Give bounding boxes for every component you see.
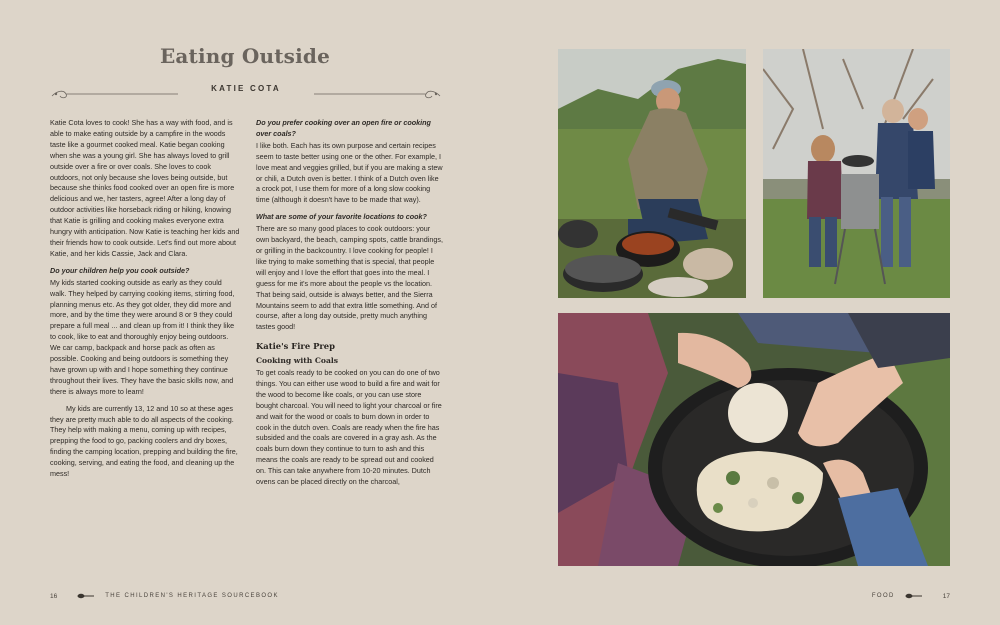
right-running-title: FOOD [871,593,895,599]
right-page-number: 17 [942,592,950,600]
right-page [500,0,1000,625]
section-heading: Katie's Fire Prep [256,341,335,352]
photo-hands-dutch-oven [558,313,950,566]
article-title: Eating Outside [159,44,331,68]
question-1: Do your children help you cook outside? [50,265,190,275]
text-column-1 [50,118,240,486]
right-footer [872,592,950,600]
answer-1-continued: My kids are currently 13, 12 and 10 so at these ages they are pretty much able to do all aspects of the cooking. They help with making a menu, coming up with recipes, prepping the food to go, packing coolers and dry boxes, finding the camping location, prepping and building the fire, cooking, serving, and eating the food, and cleaning up the mess! [50,403,238,479]
flourish-right-icon [312,88,442,100]
author-byline: KATIE COTA [211,84,281,93]
left-running-title: THE CHILDREN'S HERITAGE SOURCEBOOK [105,593,279,599]
photo-kids-at-stove [763,49,950,298]
left-page-number: 16 [50,592,58,600]
left-footer [50,592,279,600]
answer-2: I like both. Each has its own purpose and certain recipes seem to taste better using one or the other. For example, I love meat and veggies grilled, but if you are making a stew or chili, a Dutch oven is better. I think of a Dutch oven like a crock pot, I use them for more of a long slow cooking time (although it doesn't have to be made that way). [256,140,443,205]
intro-paragraph: Katie Cota loves to cook! She has a way with food, and is able to make eating outside by a campfire in the woods taste like a gourmet cooked meal. Katie began cooking when she was a young girl. She has always loved to grill outside over a fire or over coals. She loves to cook outdoors, not only because she loves being outside, but because she thinks food cooked over an open fire is more delicious and we, her tasters, agree! After a long day of outdoor activities like horseback riding or hiking, knowing that Katie is grilling and cooking makes everyone extra hungry with anticipation. Now Katie is teaching her kids and their friends how to cook outside. Let's find out more about Katie, and her kids Cassie, Jack and Clara. [50,118,240,258]
subheading: Cooking with Coals [256,356,339,366]
fire-prep-body: To get coals ready to be cooked on you can do one of two things. You can either use wood to build a fire and wait for the wood to become like coals, or you can use store bought charcoal. You will need to light your charcoal or fire and wait for the wood or coals to burn down in order to cook in the dutch oven. Coals are ready when the fire has subsided and the coals are covered in a gray ash. As the coals burn down they continue to turn to ash and this means the coals are ready to be spread out and cooked on. This can take anywhere from 10-20 minutes. Dutch ovens can be placed directly on the charcoal, [256,368,442,487]
spoon-icon [77,592,95,600]
photo-woman-cooking [558,49,746,298]
spoon-icon [905,592,923,600]
question-2: Do you prefer cooking over an open fire or cooking over coals? [256,118,431,138]
question-3: What are some of your favorite locations to cook? [256,212,427,222]
answer-3: There are so many good places to cook outdoors: your own backyard, the beach, camping spots, cattle brandings, or grilling in the backcountry. I love cooking for people! I like trying to make something that is special, that people will enjoy and I love the effort that goes into the meal. I guess for me it's more about the people vs the location. That being said, outside is always better, and the Sierra Mountains seem to add that extra little something. And of course, after a long day outside, pretty much anything tastes good! [256,224,443,332]
answer-1: My kids started cooking outside as early as they could walk. They helped by carrying cooking items, stirring food, planning menus etc. As they got older, they did more and more, and by the time they were around 8 or 9 they could prepare a full meal ... and clean up from it! I think they like to cook, like to eat and thoroughly enjoy being outdoors. We car camp, backpack and horse pack as often as possible. Cooking and being outdoors is something they have grown up with and I hope something they continue throughout their lives. They have the basic skills now, and there is always more to learn! [50,277,235,396]
text-column-2 [256,118,444,494]
byline-row [50,84,442,98]
